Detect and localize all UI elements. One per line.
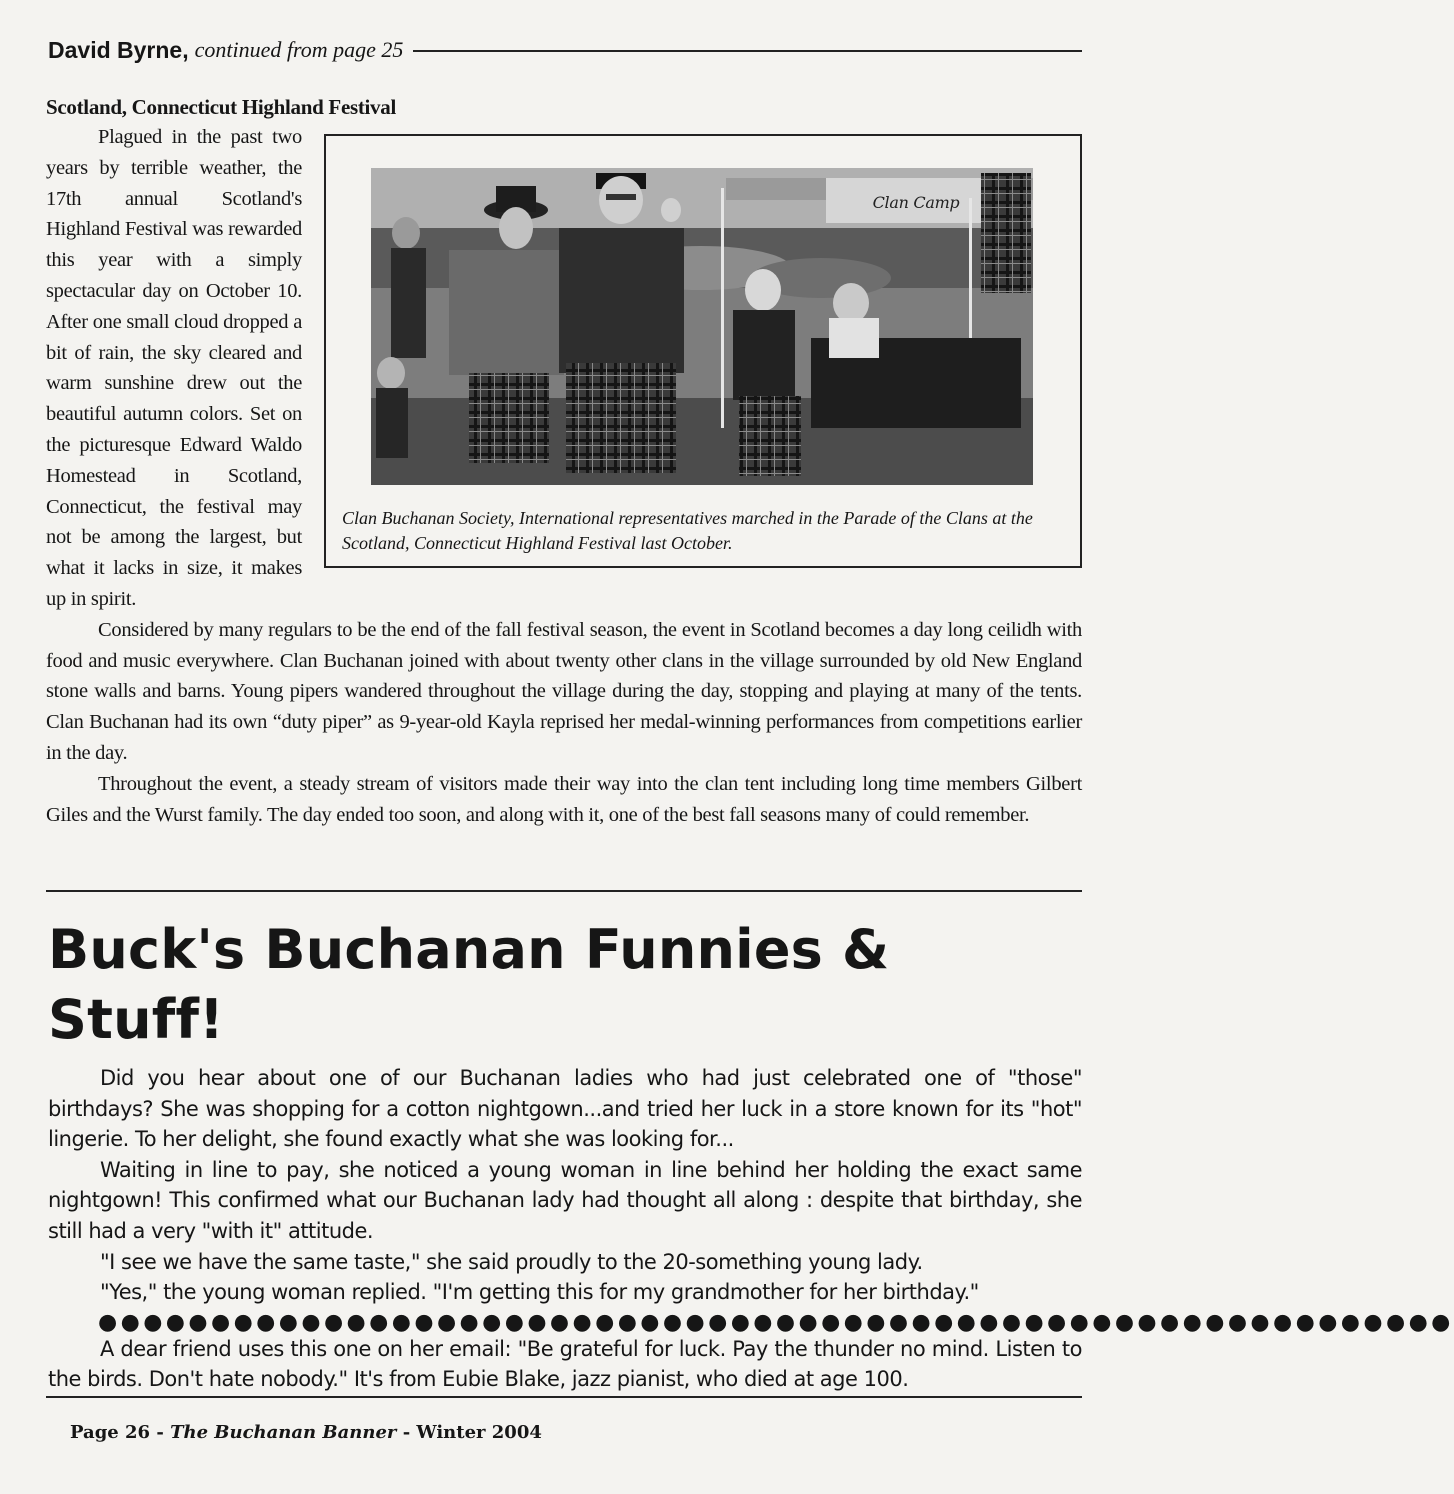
tent-banner-text: Clan Camp [872, 193, 960, 212]
section-divider [46, 890, 1082, 892]
article-paragraph: Plagued in the past two years by terrible weather, the 17th annual Scotland's Highland Festival was rewarded this year with a simply spectacular day on October 10. After one small cloud dropped a bit of rain, the sky cleared and warm sunshine drew out the beautiful autumn colors. Set on the picturesque Edward Waldo Homestead in Scotland, Connecticut, the festival may not be among the largest, but what it lacks in size, it makes up in spirit. [46, 126, 302, 610]
author-name: David Byrne, [48, 36, 189, 63]
funnies-paragraph: Waiting in line to pay, she noticed a young woman in line behind her holding the exact same nightgown! This confirmed what our Buchanan lady had thought all along : despite that birthday, she still had a very "with it" attitude. [48, 1157, 1082, 1243]
continuation-header [48, 34, 1082, 66]
photo-caption: Clan Buchanan Society, International representatives marched in the Parade of the Clans at the Scotland, Connecticut Highland Festival last October. [342, 508, 1033, 553]
page-number: Page 26 - [70, 1422, 164, 1443]
photo-box [324, 134, 1082, 568]
funnies-paragraph: Did you hear about one of our Buchanan ladies who had just celebrated one of "those" birthdays? She was shopping for a cotton nightgown...and tried her luck in a store known for its "hot" lingerie. To her delight, she found exactly what she was looking for... [48, 1066, 1082, 1152]
funnies-paragraph: A dear friend uses this one on her email: "Be grateful for luck. Pay the thunder no mind. Listen to the birds. Don't hate nobody." It's from Eubie Blake, jazz pianist, who died at age 100. [48, 1336, 1082, 1392]
publication-name: The Buchanan Banner [170, 1422, 397, 1443]
funnies-paragraph: "I see we have the same taste," she said proudly to the 20-something young lady. [100, 1249, 923, 1274]
article-subhead: Scotland, Connecticut Highland Festival [46, 95, 396, 119]
festival-article [46, 92, 1082, 830]
festival-photo [371, 168, 1033, 485]
issue-date: - Winter 2004 [402, 1422, 542, 1443]
funnies-body [48, 1063, 1454, 1395]
article-paragraph: Considered by many regulars to be the end of the fall festival season, the event in Scotland becomes a day long ceilidh with food and music everywhere. Clan Buchanan joined with about twenty other clans in the village surrounded by old New England stone walls and barns. Young pipers wandered throughout the village during the day, stopping and playing at many of the tents. Clan Buchanan had its own “duty piper” as 9-year-old Kayla reprised her medal-winning performances from competitions earlier in the day. [46, 618, 1082, 764]
footer-rule [46, 1396, 1082, 1398]
funnies-section [48, 915, 1454, 1395]
page-footer [70, 1422, 542, 1443]
continued-note: continued from page 25 [194, 37, 404, 62]
dotted-divider: ●●●●●●●●●●●●●●●●●●●●●●●●●●●●●●●●●●●●●●●●●●●●●●●●●●●●●●●●●●●● [98, 1309, 1454, 1335]
article-paragraph: Throughout the event, a steady stream of visitors made their way into the clan tent including long time members Gilbert Giles and the Wurst family. The day ended too soon, and along with it, one of the best fall seasons many of could remember. [46, 772, 1082, 826]
funnies-title: Buck's Buchanan Funnies & Stuff! [48, 918, 890, 1051]
header-rule [413, 50, 1082, 52]
funnies-paragraph: "Yes," the young woman replied. "I'm getting this for my grandmother for her birthday." [100, 1280, 979, 1305]
